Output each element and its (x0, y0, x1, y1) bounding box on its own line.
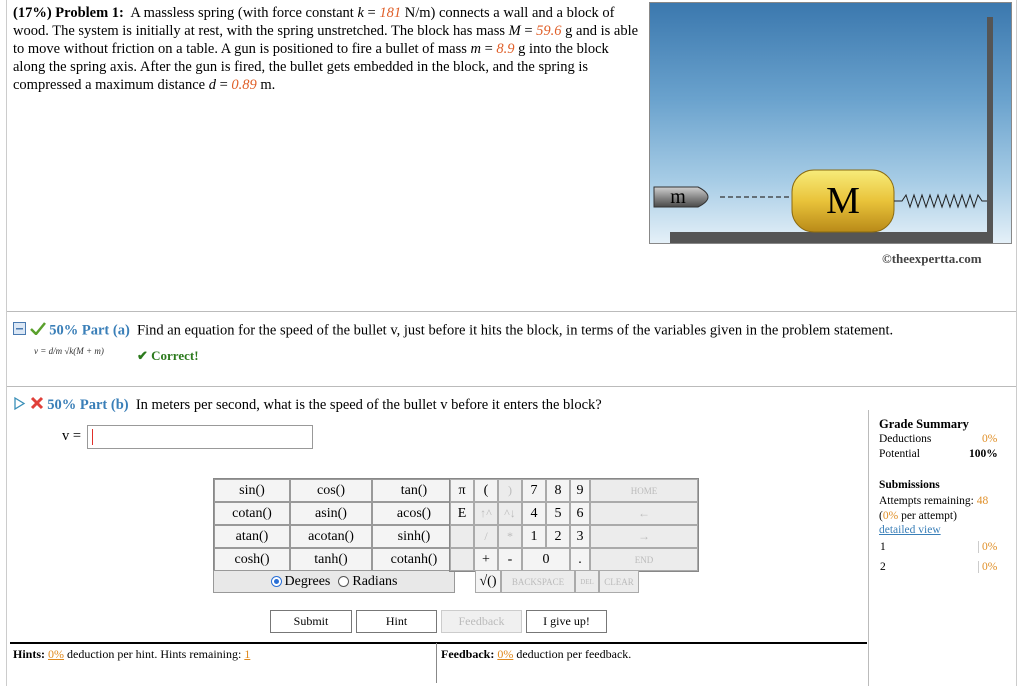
key-cosh[interactable]: cosh() (214, 548, 290, 571)
value-m: 8.9 (496, 41, 515, 57)
submission-2-number: 2 (880, 561, 886, 573)
key-3[interactable]: 3 (570, 525, 590, 548)
answer-input[interactable] (87, 425, 313, 449)
key-cotanh[interactable]: cotanh() (372, 548, 456, 571)
part-a-formula: v = d/m √k(M + m) (34, 346, 104, 356)
number-keypad (449, 478, 699, 572)
radians-radio[interactable] (338, 576, 349, 587)
key-tanh[interactable]: tanh() (290, 548, 372, 571)
key-cotan[interactable]: cotan() (214, 502, 290, 525)
answer-label: v = (62, 428, 82, 444)
key-pi[interactable]: π (450, 479, 474, 502)
key-0[interactable]: 0 (522, 548, 570, 571)
var-m: m (470, 41, 481, 57)
key-cos[interactable]: cos() (290, 479, 372, 502)
deductions-value: 0% (982, 433, 998, 445)
key-end[interactable]: END (590, 548, 698, 571)
key-5[interactable]: 5 (546, 502, 570, 525)
divider-2 (7, 386, 1016, 387)
feedback-button[interactable]: Feedback (441, 610, 522, 633)
problem-text-1: A massless spring (with force constant (130, 5, 354, 21)
image-credit: ©theexpertta.com (882, 251, 982, 266)
key-9[interactable]: 9 (570, 479, 590, 502)
key-acos[interactable]: acos() (372, 502, 456, 525)
submission-1-number: 1 (880, 541, 886, 553)
part-b-question: In meters per second, what is the speed of the bullet v before it enters the block? (135, 396, 602, 413)
part-a-question: Find an equation for the speed of the bullet v, just before it hits the block, in terms of the variables given in the problem statement. (137, 322, 894, 339)
per-attempt (879, 510, 957, 522)
var-k: k (357, 5, 364, 21)
hints-remaining: 1 (244, 647, 251, 661)
equals-4: = (215, 77, 232, 93)
value-k: 181 (379, 5, 402, 21)
radians-option[interactable] (338, 574, 397, 590)
key-close-paren[interactable]: ) (498, 479, 522, 502)
submit-button[interactable]: Submit (270, 610, 352, 633)
x-icon (30, 396, 44, 415)
spring (894, 195, 987, 207)
var-M: M (508, 23, 521, 39)
hints-deduction: 0% (48, 647, 65, 661)
correct-status: ✔ Correct! (137, 348, 199, 363)
equals-1: = (363, 5, 380, 21)
potential-label: Potential (879, 448, 920, 460)
key-1[interactable]: 1 (522, 525, 546, 548)
per-attempt-text: per attempt) (898, 510, 957, 522)
detailed-view-link[interactable]: detailed view (879, 524, 941, 536)
key-down-caret[interactable]: ^↓ (498, 502, 522, 525)
key-6[interactable]: 6 (570, 502, 590, 525)
key-e[interactable]: E (450, 502, 474, 525)
var-d: d (208, 77, 216, 93)
spring-block-diagram (650, 3, 1012, 244)
value-d: 0.89 (231, 77, 257, 93)
divider-1 (7, 311, 1016, 312)
key-sqrt[interactable]: √() (475, 570, 501, 593)
submissions-title: Submissions (879, 479, 940, 491)
key-7[interactable]: 7 (522, 479, 546, 502)
key-multiply[interactable]: * (498, 525, 522, 548)
part-b-header (13, 396, 602, 415)
potential-value: 100% (969, 448, 998, 460)
problem-text-4: g into the block along the spring axis. After the gun is fired, the bullet gets embedded in the block, and the spring is compressed a maximum distance (13, 41, 609, 93)
key-backspace[interactable]: BACKSPACE (501, 570, 575, 593)
degrees-label: Degrees (284, 573, 331, 589)
key-dot[interactable]: . (570, 548, 590, 571)
keypad-bottom-row (475, 570, 639, 593)
check-icon (30, 322, 46, 340)
key-tan[interactable]: tan() (372, 479, 456, 502)
value-M: 59.6 (536, 23, 562, 39)
hints-feedback-separator (436, 643, 437, 683)
left-border (6, 0, 7, 686)
attempts-value: 48 (976, 495, 989, 507)
key-blank-2 (450, 548, 474, 571)
key-plus[interactable]: + (474, 548, 498, 571)
part-b-percent: 50% (47, 396, 77, 413)
feedback-label: Feedback: (441, 647, 495, 661)
key-asin[interactable]: asin() (290, 502, 372, 525)
angle-mode (213, 570, 455, 593)
part-a-label: Part (a) (81, 322, 130, 339)
key-clear[interactable]: CLEAR (599, 570, 639, 593)
table (670, 232, 993, 243)
feedback-text: deduction per feedback. (516, 647, 632, 661)
key-open-paren[interactable]: ( (474, 479, 498, 502)
deductions-label: Deductions (879, 433, 932, 445)
key-8[interactable]: 8 (546, 479, 570, 502)
part-a-percent: 50% (49, 322, 79, 339)
key-acotan[interactable]: acotan() (290, 525, 372, 548)
function-keypad (213, 478, 457, 572)
hints-info (13, 647, 250, 662)
key-sinh[interactable]: sinh() (372, 525, 456, 548)
key-divide[interactable]: / (474, 525, 498, 548)
submission-2-score: 0% (978, 561, 997, 573)
key-right-arrow[interactable]: → (590, 525, 698, 548)
hints-label: Hints: (13, 647, 46, 661)
problem-text-3: g and is able to move without friction on a table. A gun is positioned to fire a bullet of mass (13, 23, 639, 57)
equals-2: = (520, 23, 537, 39)
problem-text-2: N/m) connects a wall and a block of wood. The system is initially at rest, with the spring unstretched. The block has mass (13, 5, 615, 39)
key-minus[interactable]: - (498, 548, 522, 571)
attempts-label: Attempts remaining: (879, 495, 974, 507)
feedback-deduction: 0% (497, 647, 514, 661)
submission-1-score: 0% (978, 541, 997, 553)
key-sin[interactable]: sin() (214, 479, 290, 502)
key-left-arrow[interactable]: ← (590, 502, 698, 525)
problem-text-5: m. (256, 77, 276, 93)
hints-divider (10, 642, 867, 644)
key-del[interactable]: DEL (575, 570, 599, 593)
right-border (1016, 0, 1017, 686)
wall (987, 17, 993, 235)
hint-button[interactable]: Hint (356, 610, 437, 633)
part-a-header (13, 322, 893, 340)
problem-figure (649, 2, 1012, 244)
hints-text: deduction per hint. Hints remaining: (67, 647, 242, 661)
key-2[interactable]: 2 (546, 525, 570, 548)
collapse-icon[interactable] (13, 322, 26, 340)
problem-statement (13, 4, 641, 94)
per-attempt-open: ( (879, 510, 883, 522)
key-up-caret[interactable]: ↑^ (474, 502, 498, 525)
grade-summary-title: Grade Summary (879, 417, 969, 431)
degrees-radio[interactable] (271, 576, 282, 587)
key-4[interactable]: 4 (522, 502, 546, 525)
key-atan[interactable]: atan() (214, 525, 290, 548)
per-attempt-pct: 0% (882, 510, 899, 522)
give-up-button[interactable]: I give up! (526, 610, 607, 633)
block-label: M (826, 180, 860, 222)
equals-3: = (480, 41, 497, 57)
radians-label: Radians (352, 573, 398, 589)
key-home[interactable]: HOME (590, 479, 698, 502)
bullet-label: m (670, 186, 686, 208)
problem-header: (17%) Problem 1: (13, 5, 124, 21)
feedback-info (441, 647, 631, 662)
part-b-label: Part (b) (79, 396, 129, 413)
expand-arrow-icon[interactable] (13, 397, 26, 415)
text-cursor (92, 429, 93, 445)
degrees-option[interactable] (271, 574, 331, 590)
key-blank-1 (450, 525, 474, 548)
attempts-remaining (879, 495, 988, 507)
